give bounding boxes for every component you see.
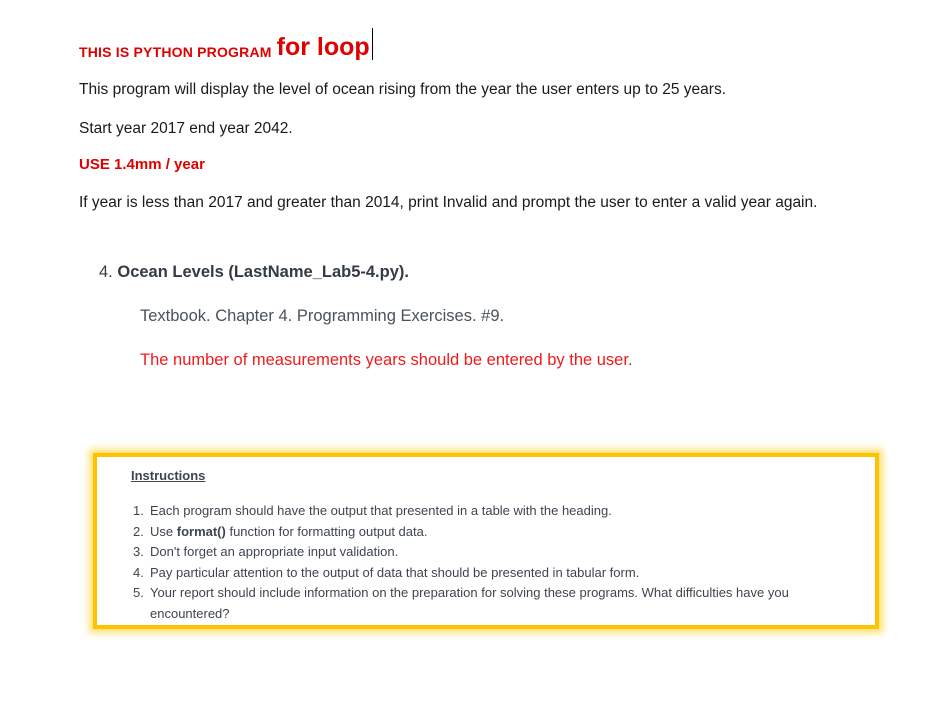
list-item: 3. Don't forget an appropriate input validation. — [133, 544, 399, 559]
task-note: The number of measurements years should be entered by the user. — [140, 351, 633, 369]
list-item: 5. Your report should include information on the preparation for solving these programs. What difficulties have you encountered? — [133, 585, 789, 621]
list-item: 4. Pay particular attention to the output of data that should be presented in tabular form. — [133, 564, 640, 580]
rate-note: USE 1.4mm / year — [79, 156, 205, 173]
instructions-box — [93, 453, 879, 629]
description-line-1: This program will display the level of ocean rising from the year the user enters up to 25 years. — [79, 81, 727, 98]
validation-note: If year is less than 2017 and greater than 2014, print Invalid and prompt the user to enter a valid year again. — [79, 194, 818, 211]
title-emphasis: for loop — [276, 33, 370, 61]
list-item: 2. Use format() function for formatting output data. — [133, 523, 428, 539]
task-heading — [99, 263, 409, 282]
text-cursor — [372, 28, 373, 60]
description-line-2: Start year 2017 end year 2042. — [79, 120, 293, 137]
instructions-heading: Instructions — [131, 468, 206, 483]
instructions-list — [133, 501, 853, 624]
page-title — [79, 28, 373, 62]
task-title: Ocean Levels (LastName_Lab5-4.py). — [117, 263, 409, 281]
task-number: 4. — [99, 263, 113, 281]
task-source: Textbook. Chapter 4. Programming Exercises. #9. — [140, 307, 505, 325]
title-prefix: THIS IS PYTHON PROGRAM — [79, 44, 272, 60]
list-item: 1. Each program should have the output that presented in a table with the heading. — [133, 503, 612, 518]
